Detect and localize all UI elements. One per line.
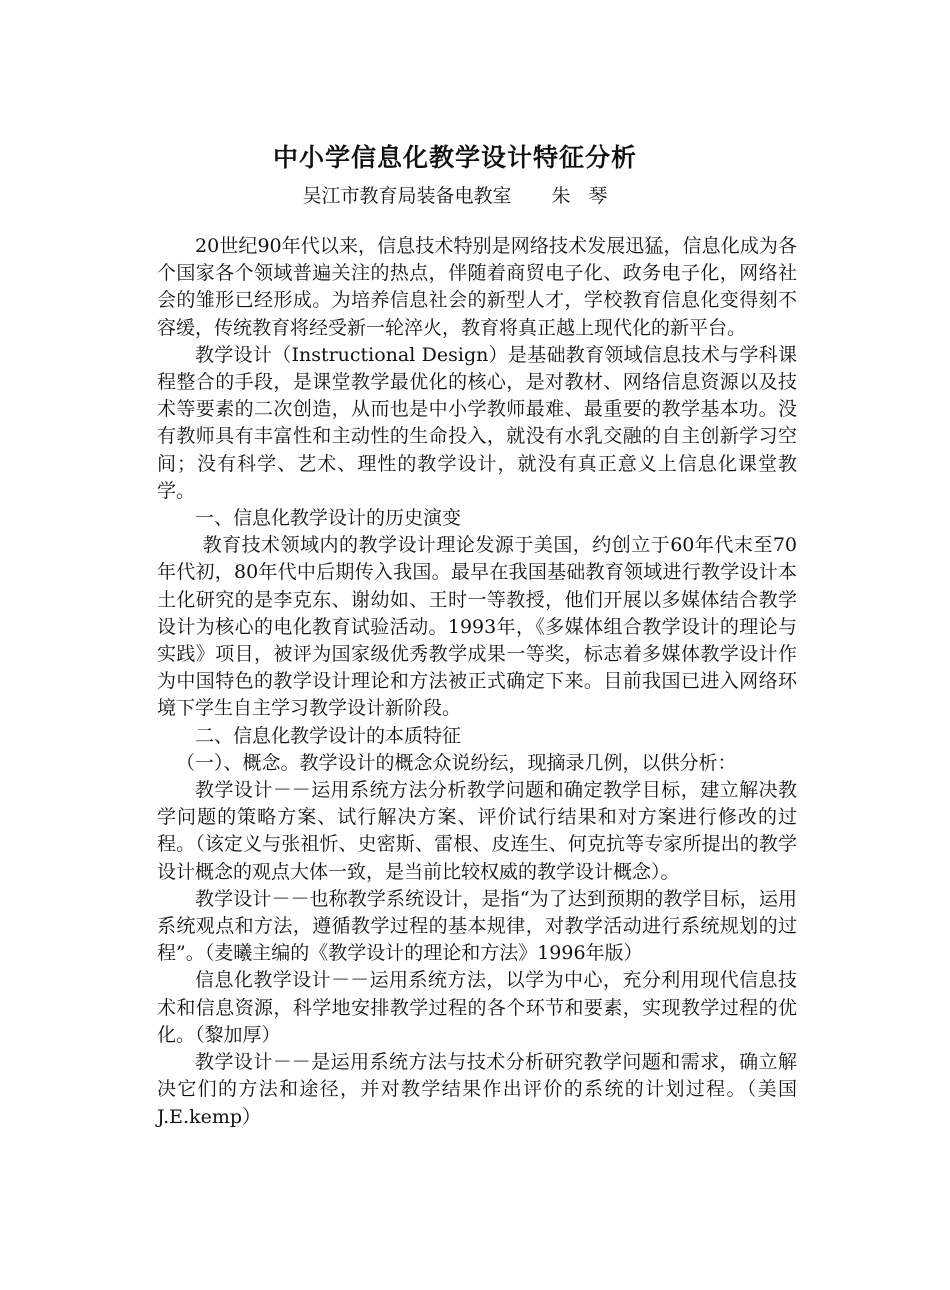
- section-heading: 二、信息化教学设计的本质特征: [195, 724, 462, 747]
- paragraph: 信息化教学设计－－运用系统方法，以学为中心，充分利用现代信息技术和信息资源，科学地安排教学过程的各个环节和要素，实现教学过程的优化。（黎加厚）: [157, 969, 797, 1046]
- document-body: [157, 233, 797, 1131]
- paragraph: 20世纪90年代以来，信息技术特别是网络技术发展迅猛，信息化成为各个国家各个领域普遍关注的热点，伴随着商贸电子化、政务电子化，网络社会的雏形已经形成。为培养信息社会的新型人才，学校教育信息化变得刻不容缓，传统教育将经受新一轮淬火，教育将真正越上现代化的新平台。: [157, 235, 797, 339]
- subsection-heading: （一）、概念。教学设计的概念众说纷纭，现摘录几例，以供分析：: [176, 751, 737, 774]
- document-title: 中小学信息化教学设计特征分析: [272, 143, 637, 172]
- author-name-last: 琴: [588, 185, 608, 207]
- author-name-first: 朱: [551, 185, 571, 207]
- paragraph: 教学设计－－是运用系统方法与技术分析研究教学问题和需求，确立解决它们的方法和途径，并对教学结果作出评价的系统的计划过程。（美国J.E.kemp）: [157, 1051, 797, 1128]
- paragraph: 教学设计（Instructional Design）是基础教育领域信息技术与学科课程整合的手段，是课堂教学最优化的核心，是对教材、网络信息资源以及技术等要素的二次创造，从而也是中小学教师最难、最重要的教学基本功。没有教师具有丰富性和主动性的生命投入，就没有水乳交融的自主创新学习空间；没有科学、艺术、理性的教学设计，就没有真正意义上信息化课堂教学。: [157, 343, 797, 502]
- paragraph: 教学设计－－运用系统方法分析教学问题和确定教学目标，建立解决教学问题的策略方案、试行解决方案、评价试行结果和对方案进行修改的过程。（该定义与张祖忻、史密斯、雷根、皮连生、何克抗等专家所提出的教学设计概念的观点大体一致，是当前比较权威的教学设计概念）。: [157, 779, 797, 883]
- section-heading: 一、信息化教学设计的历史演变: [195, 507, 462, 530]
- author-line: [0, 181, 910, 208]
- paragraph: 教学设计－－也称教学系统设计，是指“为了达到预期的教学目标，运用系统观点和方法，遵循教学过程的基本规律，对教学活动进行系统规划的过程”。（麦曦主编的《教学设计的理论和方法》1996年版）: [157, 887, 797, 965]
- author-affiliation: 吴江市教育局装备电教室: [302, 185, 512, 207]
- paragraph: 教育技术领域内的教学设计理论发源于美国，约创立于60年代末至70年代初，80年代中后期传入我国。最早在我国基础教育领域进行教学设计本土化研究的是李克东、谢幼如、王时一等教授，他们开展以多媒体结合教学设计为核心的电化教育试验活动。1993年，《多媒体组合教学设计的理论与实践》项目，被评为国家级优秀教学成果一等奖，标志着多媒体教学设计作为中国特色的教学设计理论和方法被正式确定下来。目前我国已进入网络环境下学生自主学习教学设计新阶段。: [157, 534, 797, 720]
